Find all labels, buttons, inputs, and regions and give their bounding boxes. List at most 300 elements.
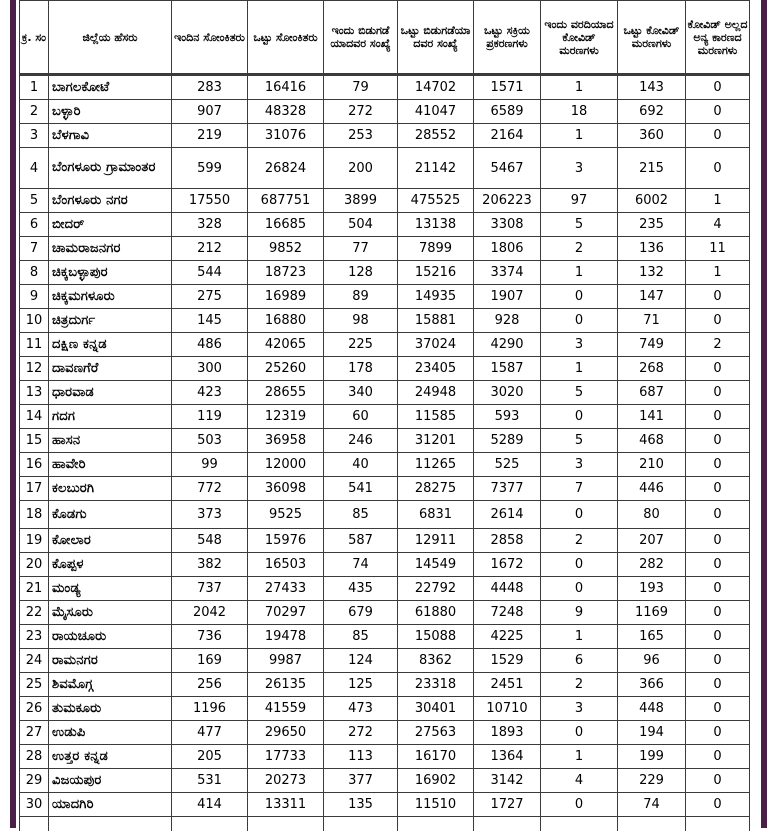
district-name-cell: ಕೊಪ್ಪಳ — [49, 553, 172, 577]
district-name-cell: ಉತ್ತರ ಕನ್ನಡ — [49, 745, 172, 769]
value-cell: 1 — [686, 189, 750, 213]
value-cell: 14549 — [398, 553, 474, 577]
value-cell: 5 — [541, 429, 618, 453]
district-name-cell: ಬೆಂಗಳೂರು ಗ್ರಾಮಾಂತರ — [49, 148, 172, 189]
value-cell: 468 — [618, 429, 686, 453]
value-cell: 2 — [541, 673, 618, 697]
value-cell: 1727 — [474, 793, 541, 817]
value-cell: 1 — [541, 124, 618, 148]
district-name-cell: ದಾವಣಗೆರೆ — [49, 357, 172, 381]
value-cell: 11510 — [398, 793, 474, 817]
value-cell: 4225 — [474, 625, 541, 649]
table-row — [20, 697, 750, 721]
header-cell: ಜಿಲ್ಲೆಯ ಹೆಸರು — [49, 1, 172, 75]
value-cell: 3020 — [474, 381, 541, 405]
value-cell: 0 — [686, 601, 750, 625]
value-cell: 16902 — [398, 769, 474, 793]
value-cell: 679 — [324, 601, 398, 625]
value-cell: 16503 — [248, 553, 324, 577]
value-cell: 0 — [686, 529, 750, 553]
value-cell: 16416 — [248, 75, 324, 100]
table-row — [20, 673, 750, 697]
value-cell: 77 — [324, 237, 398, 261]
serial-cell: 5 — [20, 189, 49, 213]
value-cell: 531 — [172, 769, 248, 793]
value-cell: 11585 — [398, 405, 474, 429]
value-cell: 687751 — [248, 189, 324, 213]
value-cell: 37024 — [398, 333, 474, 357]
serial-cell: 27 — [20, 721, 49, 745]
empty-cell — [618, 817, 686, 831]
value-cell: 0 — [686, 745, 750, 769]
value-cell: 587 — [324, 529, 398, 553]
table-row — [20, 501, 750, 529]
header-cell: ಒಟ್ಟು ಕೋವಿಡ್ ಮರಣಗಳು — [618, 1, 686, 75]
table-row — [20, 477, 750, 501]
table-row — [20, 357, 750, 381]
value-cell: 1529 — [474, 649, 541, 673]
serial-cell: 9 — [20, 285, 49, 309]
value-cell: 98 — [324, 309, 398, 333]
value-cell: 135 — [324, 793, 398, 817]
empty-cell — [20, 817, 49, 831]
value-cell: 1 — [541, 625, 618, 649]
district-name-cell: ಚಾಮರಾಜನಗರ — [49, 237, 172, 261]
value-cell: 3 — [541, 333, 618, 357]
value-cell: 23405 — [398, 357, 474, 381]
value-cell: 1364 — [474, 745, 541, 769]
empty-cell — [248, 817, 324, 831]
value-cell: 14702 — [398, 75, 474, 100]
table-row — [20, 381, 750, 405]
value-cell: 7248 — [474, 601, 541, 625]
value-cell: 7899 — [398, 237, 474, 261]
value-cell: 5467 — [474, 148, 541, 189]
header-cell: ಕ್ರ. ಸಂ — [20, 1, 49, 75]
value-cell: 41047 — [398, 100, 474, 124]
value-cell: 11265 — [398, 453, 474, 477]
value-cell: 145 — [172, 309, 248, 333]
value-cell: 74 — [618, 793, 686, 817]
value-cell: 0 — [686, 673, 750, 697]
value-cell: 206223 — [474, 189, 541, 213]
value-cell: 5 — [541, 213, 618, 237]
value-cell: 132 — [618, 261, 686, 285]
value-cell: 0 — [541, 553, 618, 577]
header-cell: ಒಟ್ಟು ಸೋಂಕಿತರು — [248, 1, 324, 75]
empty-cell — [324, 817, 398, 831]
value-cell: 210 — [618, 453, 686, 477]
value-cell: 15976 — [248, 529, 324, 553]
value-cell: 328 — [172, 213, 248, 237]
district-name-cell: ರಾಮನಗರ — [49, 649, 172, 673]
value-cell: 3374 — [474, 261, 541, 285]
district-name-cell: ಕೋಲಾರ — [49, 529, 172, 553]
value-cell: 1169 — [618, 601, 686, 625]
serial-cell: 22 — [20, 601, 49, 625]
value-cell: 12000 — [248, 453, 324, 477]
district-name-cell: ಹಾವೇರಿ — [49, 453, 172, 477]
value-cell: 74 — [324, 553, 398, 577]
table-row — [20, 189, 750, 213]
value-cell: 6 — [541, 649, 618, 673]
value-cell: 503 — [172, 429, 248, 453]
value-cell: 141 — [618, 405, 686, 429]
value-cell: 275 — [172, 285, 248, 309]
value-cell: 125 — [324, 673, 398, 697]
value-cell: 3 — [541, 148, 618, 189]
value-cell: 0 — [686, 577, 750, 601]
value-cell: 21142 — [398, 148, 474, 189]
value-cell: 178 — [324, 357, 398, 381]
value-cell: 0 — [686, 309, 750, 333]
value-cell: 544 — [172, 261, 248, 285]
district-name-cell: ಉಡುಪಿ — [49, 721, 172, 745]
serial-cell: 26 — [20, 697, 49, 721]
value-cell: 61880 — [398, 601, 474, 625]
value-cell: 0 — [686, 381, 750, 405]
value-cell: 1806 — [474, 237, 541, 261]
serial-cell: 4 — [20, 148, 49, 189]
value-cell: 41559 — [248, 697, 324, 721]
serial-cell: 10 — [20, 309, 49, 333]
value-cell: 475525 — [398, 189, 474, 213]
serial-cell: 16 — [20, 453, 49, 477]
value-cell: 9 — [541, 601, 618, 625]
value-cell: 99 — [172, 453, 248, 477]
value-cell: 18723 — [248, 261, 324, 285]
value-cell: 12911 — [398, 529, 474, 553]
table-row-cutoff — [20, 817, 750, 831]
table-row — [20, 601, 750, 625]
header-cell: ಕೋವಿಡ್ ಅಲ್ಲದ ಅನ್ಯ ಕಾರಣದ ಮರಣಗಳು — [686, 1, 750, 75]
district-name-cell: ಕೊಡಗು — [49, 501, 172, 529]
value-cell: 70297 — [248, 601, 324, 625]
value-cell: 1571 — [474, 75, 541, 100]
value-cell: 80 — [618, 501, 686, 529]
value-cell: 60 — [324, 405, 398, 429]
value-cell: 0 — [541, 309, 618, 333]
district-name-cell: ಧಾರವಾಡ — [49, 381, 172, 405]
value-cell: 136 — [618, 237, 686, 261]
value-cell: 13311 — [248, 793, 324, 817]
value-cell: 165 — [618, 625, 686, 649]
value-cell: 2614 — [474, 501, 541, 529]
district-name-cell: ಯಾದಗಿರಿ — [49, 793, 172, 817]
serial-cell: 18 — [20, 501, 49, 529]
table-body — [20, 75, 750, 831]
value-cell: 268 — [618, 357, 686, 381]
value-cell: 0 — [686, 477, 750, 501]
serial-cell: 24 — [20, 649, 49, 673]
empty-cell — [49, 817, 172, 831]
value-cell: 23318 — [398, 673, 474, 697]
value-cell: 9852 — [248, 237, 324, 261]
value-cell: 300 — [172, 357, 248, 381]
value-cell: 477 — [172, 721, 248, 745]
value-cell: 24948 — [398, 381, 474, 405]
value-cell: 1907 — [474, 285, 541, 309]
value-cell: 360 — [618, 124, 686, 148]
value-cell: 16989 — [248, 285, 324, 309]
empty-cell — [398, 817, 474, 831]
value-cell: 0 — [541, 501, 618, 529]
empty-cell — [686, 817, 750, 831]
value-cell: 1 — [541, 75, 618, 100]
value-cell: 28552 — [398, 124, 474, 148]
value-cell: 212 — [172, 237, 248, 261]
value-cell: 0 — [686, 793, 750, 817]
value-cell: 0 — [686, 148, 750, 189]
district-name-cell: ಬೆಳಗಾವಿ — [49, 124, 172, 148]
value-cell: 25260 — [248, 357, 324, 381]
value-cell: 772 — [172, 477, 248, 501]
value-cell: 200 — [324, 148, 398, 189]
value-cell: 30401 — [398, 697, 474, 721]
value-cell: 97 — [541, 189, 618, 213]
value-cell: 272 — [324, 100, 398, 124]
value-cell: 11 — [686, 237, 750, 261]
serial-cell: 7 — [20, 237, 49, 261]
value-cell: 113 — [324, 745, 398, 769]
value-cell: 205 — [172, 745, 248, 769]
table-row — [20, 721, 750, 745]
value-cell: 85 — [324, 501, 398, 529]
value-cell: 3142 — [474, 769, 541, 793]
header-cell: ಇಂದು ಬಿಡುಗಡೆ ಯಾದವರ ಸಂಖ್ಯೆ — [324, 1, 398, 75]
value-cell: 3899 — [324, 189, 398, 213]
table-row — [20, 553, 750, 577]
serial-cell: 15 — [20, 429, 49, 453]
value-cell: 272 — [324, 721, 398, 745]
district-name-cell: ಬೆಂಗಳೂರು ನಗರ — [49, 189, 172, 213]
table-row — [20, 769, 750, 793]
district-name-cell: ಬಳ್ಳಾರಿ — [49, 100, 172, 124]
value-cell: 253 — [324, 124, 398, 148]
table-row — [20, 793, 750, 817]
value-cell: 207 — [618, 529, 686, 553]
value-cell: 1 — [686, 261, 750, 285]
value-cell: 29650 — [248, 721, 324, 745]
value-cell: 16685 — [248, 213, 324, 237]
table-row — [20, 529, 750, 553]
value-cell: 0 — [686, 429, 750, 453]
value-cell: 85 — [324, 625, 398, 649]
value-cell: 0 — [541, 285, 618, 309]
district-name-cell: ಬಾಗಲಕೋಟೆ — [49, 75, 172, 100]
value-cell: 128 — [324, 261, 398, 285]
value-cell: 3 — [541, 453, 618, 477]
value-cell: 0 — [686, 357, 750, 381]
value-cell: 169 — [172, 649, 248, 673]
table-row — [20, 405, 750, 429]
table-row — [20, 285, 750, 309]
value-cell: 6002 — [618, 189, 686, 213]
value-cell: 0 — [686, 453, 750, 477]
value-cell: 1196 — [172, 697, 248, 721]
serial-cell: 29 — [20, 769, 49, 793]
district-name-cell: ಬೀದರ್ — [49, 213, 172, 237]
value-cell: 1 — [541, 261, 618, 285]
value-cell: 377 — [324, 769, 398, 793]
value-cell: 256 — [172, 673, 248, 697]
value-cell: 599 — [172, 148, 248, 189]
value-cell: 28275 — [398, 477, 474, 501]
table-row — [20, 429, 750, 453]
table-row — [20, 237, 750, 261]
value-cell: 4 — [541, 769, 618, 793]
value-cell: 366 — [618, 673, 686, 697]
value-cell: 17733 — [248, 745, 324, 769]
value-cell: 10710 — [474, 697, 541, 721]
value-cell: 19478 — [248, 625, 324, 649]
value-cell: 225 — [324, 333, 398, 357]
serial-cell: 8 — [20, 261, 49, 285]
value-cell: 1672 — [474, 553, 541, 577]
table-row — [20, 309, 750, 333]
table-row — [20, 148, 750, 189]
table-row — [20, 577, 750, 601]
value-cell: 79 — [324, 75, 398, 100]
value-cell: 4 — [686, 213, 750, 237]
value-cell: 26824 — [248, 148, 324, 189]
serial-cell: 20 — [20, 553, 49, 577]
value-cell: 13138 — [398, 213, 474, 237]
value-cell: 199 — [618, 745, 686, 769]
value-cell: 26135 — [248, 673, 324, 697]
value-cell: 0 — [686, 124, 750, 148]
value-cell: 0 — [541, 405, 618, 429]
value-cell: 17550 — [172, 189, 248, 213]
value-cell: 15881 — [398, 309, 474, 333]
value-cell: 215 — [618, 148, 686, 189]
table-row — [20, 124, 750, 148]
district-covid-table — [19, 0, 750, 831]
value-cell: 0 — [686, 501, 750, 529]
value-cell: 486 — [172, 333, 248, 357]
value-cell: 31201 — [398, 429, 474, 453]
value-cell: 15088 — [398, 625, 474, 649]
value-cell: 16880 — [248, 309, 324, 333]
district-name-cell: ಕಲಬುರಗಿ — [49, 477, 172, 501]
table-row — [20, 453, 750, 477]
value-cell: 15216 — [398, 261, 474, 285]
value-cell: 0 — [686, 100, 750, 124]
serial-cell: 13 — [20, 381, 49, 405]
value-cell: 4448 — [474, 577, 541, 601]
value-cell: 414 — [172, 793, 248, 817]
serial-cell: 1 — [20, 75, 49, 100]
serial-cell: 2 — [20, 100, 49, 124]
value-cell: 423 — [172, 381, 248, 405]
value-cell: 2 — [686, 333, 750, 357]
value-cell: 235 — [618, 213, 686, 237]
value-cell: 5 — [541, 381, 618, 405]
value-cell: 548 — [172, 529, 248, 553]
serial-cell: 14 — [20, 405, 49, 429]
value-cell: 0 — [686, 405, 750, 429]
value-cell: 737 — [172, 577, 248, 601]
empty-cell — [172, 817, 248, 831]
table-row — [20, 100, 750, 124]
value-cell: 340 — [324, 381, 398, 405]
value-cell: 282 — [618, 553, 686, 577]
value-cell: 448 — [618, 697, 686, 721]
value-cell: 3 — [541, 697, 618, 721]
district-name-cell: ಹಾಸನ — [49, 429, 172, 453]
value-cell: 283 — [172, 75, 248, 100]
serial-cell: 11 — [20, 333, 49, 357]
value-cell: 2164 — [474, 124, 541, 148]
value-cell: 435 — [324, 577, 398, 601]
value-cell: 0 — [541, 721, 618, 745]
header-cell: ಇಂದಿನ ಸೋಂಕಿತರು — [172, 1, 248, 75]
value-cell: 4290 — [474, 333, 541, 357]
serial-cell: 3 — [20, 124, 49, 148]
header-cell: ಒಟ್ಟು ಬಿಡುಗಡೆಯಾ ದವರ ಸಂಖ್ಯೆ — [398, 1, 474, 75]
serial-cell: 30 — [20, 793, 49, 817]
header-row — [20, 1, 750, 75]
value-cell: 12319 — [248, 405, 324, 429]
table-row — [20, 649, 750, 673]
serial-cell: 19 — [20, 529, 49, 553]
value-cell: 193 — [618, 577, 686, 601]
value-cell: 8362 — [398, 649, 474, 673]
value-cell: 525 — [474, 453, 541, 477]
district-name-cell: ಮೈಸೂರು — [49, 601, 172, 625]
value-cell: 446 — [618, 477, 686, 501]
value-cell: 9525 — [248, 501, 324, 529]
district-name-cell: ಮಂಡ್ಯ — [49, 577, 172, 601]
district-name-cell: ವಿಜಯಪುರ — [49, 769, 172, 793]
value-cell: 27433 — [248, 577, 324, 601]
value-cell: 147 — [618, 285, 686, 309]
value-cell: 48328 — [248, 100, 324, 124]
value-cell: 119 — [172, 405, 248, 429]
value-cell: 40 — [324, 453, 398, 477]
value-cell: 0 — [686, 285, 750, 309]
value-cell: 6589 — [474, 100, 541, 124]
value-cell: 504 — [324, 213, 398, 237]
value-cell: 0 — [686, 769, 750, 793]
value-cell: 2 — [541, 529, 618, 553]
value-cell: 31076 — [248, 124, 324, 148]
value-cell: 373 — [172, 501, 248, 529]
serial-cell: 23 — [20, 625, 49, 649]
value-cell: 0 — [686, 553, 750, 577]
value-cell: 36098 — [248, 477, 324, 501]
table-row — [20, 745, 750, 769]
table-row — [20, 261, 750, 285]
district-name-cell: ಚಿತ್ರದುರ್ಗ — [49, 309, 172, 333]
empty-cell — [474, 817, 541, 831]
value-cell: 16170 — [398, 745, 474, 769]
value-cell: 473 — [324, 697, 398, 721]
value-cell: 42065 — [248, 333, 324, 357]
table-header — [20, 1, 750, 75]
value-cell: 0 — [686, 625, 750, 649]
value-cell: 6831 — [398, 501, 474, 529]
serial-cell: 25 — [20, 673, 49, 697]
district-name-cell: ರಾಯಚೂರು — [49, 625, 172, 649]
serial-cell: 6 — [20, 213, 49, 237]
value-cell: 14935 — [398, 285, 474, 309]
value-cell: 20273 — [248, 769, 324, 793]
value-cell: 1587 — [474, 357, 541, 381]
header-cell: ಒಟ್ಟು ಸಕ್ರಿಯ ಪ್ರಕರಣಗಳು — [474, 1, 541, 75]
value-cell: 7 — [541, 477, 618, 501]
serial-cell: 12 — [20, 357, 49, 381]
